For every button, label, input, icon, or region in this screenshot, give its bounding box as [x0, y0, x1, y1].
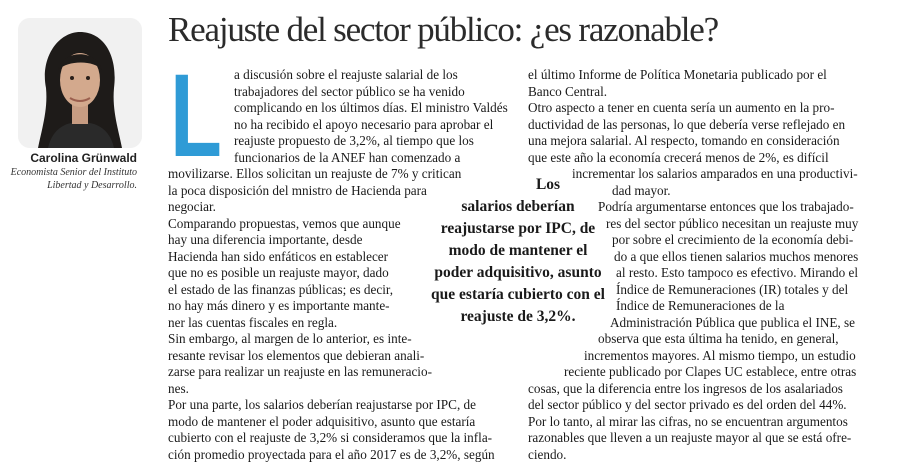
text-line: reciente publicado por Clapes UC establece, entre otras [564, 364, 857, 379]
author-name: Carolina Grünwald [30, 151, 137, 165]
text-line: Índice de Remuneraciones de la [616, 298, 785, 313]
text-line: complicando en los últimos días. El ministro Valdés [234, 100, 508, 115]
headline: Reajuste del sector público: ¿es razonable? [168, 10, 718, 49]
text-line: cosas, que la diferencia entre los ingresos de los asalariados [528, 380, 843, 396]
pull-quote-line: reajustarse por IPC, de [440, 220, 596, 237]
text-line: una mejora salarial. Al respecto, tomando en consideración [528, 133, 840, 148]
pull-quote [420, 174, 616, 328]
text-line: Sin embargo, al margen de lo anterior, es inte- [168, 331, 412, 346]
pull-quote-line: reajuste de 3,2%. [460, 308, 576, 325]
text-line: trabajadores del sector público se ha venido [234, 83, 465, 99]
author-portrait-image [18, 18, 142, 148]
text-line: del sector público y del sector privado es del orden del 44%. [528, 397, 847, 412]
text-line: Por lo tanto, al mirar las cifras, no se encuentran argumentos [528, 413, 848, 429]
text-line: do a que ellos tienen salarios muchos menores [614, 248, 859, 264]
text-line: el estado de las finanzas públicas; es decir, [168, 281, 394, 297]
text-line: la poca disposición del mnistro de Hacienda para [168, 182, 427, 198]
text-line: no hay más dinero y es importante mante- [168, 298, 390, 313]
text-line: observa que esta última ha tenido, en general, [598, 331, 839, 346]
text-line: nes. [168, 380, 189, 396]
text-line: reajuste propuesto de 3,2%, al tiempo que los [234, 133, 474, 148]
pull-quote-line: que estaría cubierto con el [431, 286, 605, 303]
pull-quote-line: salarios deberían [461, 198, 575, 215]
text-line: modo de mantener el poder adquisitivo, asunto que estaría [168, 413, 476, 429]
text-line: el último Informe de Política Monetaria publicado por el [528, 67, 827, 82]
author-role-line: Libertad y Desarrollo. [47, 180, 137, 191]
text-line: zarse para realizar un reajuste en las remuneracio- [168, 364, 432, 379]
text-line: al resto. Esto tampoco es efectivo. Mirando el [616, 265, 859, 280]
text-line: res del sector público necesitan un reajuste muy [606, 215, 859, 231]
text-line: incrementar los salarios amparados en una productivi- [572, 166, 858, 181]
text-line: Administración Pública que publica el INE, se [610, 314, 856, 330]
text-line: incrementos mayores. Al mismo tiempo, un estudio [584, 347, 856, 363]
author-role [0, 166, 137, 192]
pull-quote-line: modo de mantener el [448, 242, 588, 259]
text-line: ción promedio proyectada para el año 2017 es de 3,2%, según [168, 446, 495, 462]
text-line: negociar. [168, 199, 216, 214]
author-role-line: Economista Senior del Instituto [10, 167, 137, 178]
author-photo [18, 18, 142, 148]
text-line: que no es posible un reajuste mayor, dado [168, 265, 389, 280]
text-line: ductividad de las personas, lo que debería verse reflejado en [528, 116, 846, 132]
text-line: Banco Central. [528, 83, 608, 99]
text-line: Por una parte, los salarios deberían reajustarse por IPC, de [168, 397, 476, 412]
text-line: razonables que lleven a un reajuste mayor al que se está ofre- [528, 430, 852, 445]
text-line: Otro aspecto a tener en cuenta sería un aumento en la pro- [528, 100, 835, 115]
text-line: Podría argumentarse entonces que los trabajado- [598, 199, 854, 214]
text-line: hay una diferencia importante, desde [168, 232, 363, 247]
text-line: ner las cuentas fiscales en regla. [168, 314, 338, 330]
text-line: Índice de Remuneraciones (IR) totales y del [616, 281, 849, 297]
text-line: ciendo. [528, 446, 567, 462]
text-line: dad mayor. [612, 182, 671, 198]
pull-quote-line: Los [535, 176, 561, 193]
text-line: que este año la economía crecerá menos de 2%, es difícil [528, 149, 829, 165]
text-line: cubierto con el reajuste de 3,2% si consideramos que la infla- [168, 430, 493, 445]
drop-cap: L [170, 50, 222, 182]
text-line: resante revisar los elementos que debieran anali- [168, 347, 425, 363]
text-line: Hacienda han sido enfáticos en establecer [168, 248, 389, 264]
pull-quote-line: poder adquisitivo, asunto [434, 264, 602, 281]
text-line: Comparando propuestas, vemos que aunque [168, 215, 401, 231]
text-line: funcionarios de la ANEF han comenzado a [234, 149, 461, 165]
text-line: movilizarse. Ellos solicitan un reajuste de 7% y critican [168, 166, 462, 181]
text-line: no ha recibido el apoyo necesario para aprobar el [234, 116, 494, 132]
text-line: a discusión sobre el reajuste salarial de los [234, 67, 458, 82]
text-line: por sobre el crecimiento de la economía debi- [612, 232, 854, 247]
